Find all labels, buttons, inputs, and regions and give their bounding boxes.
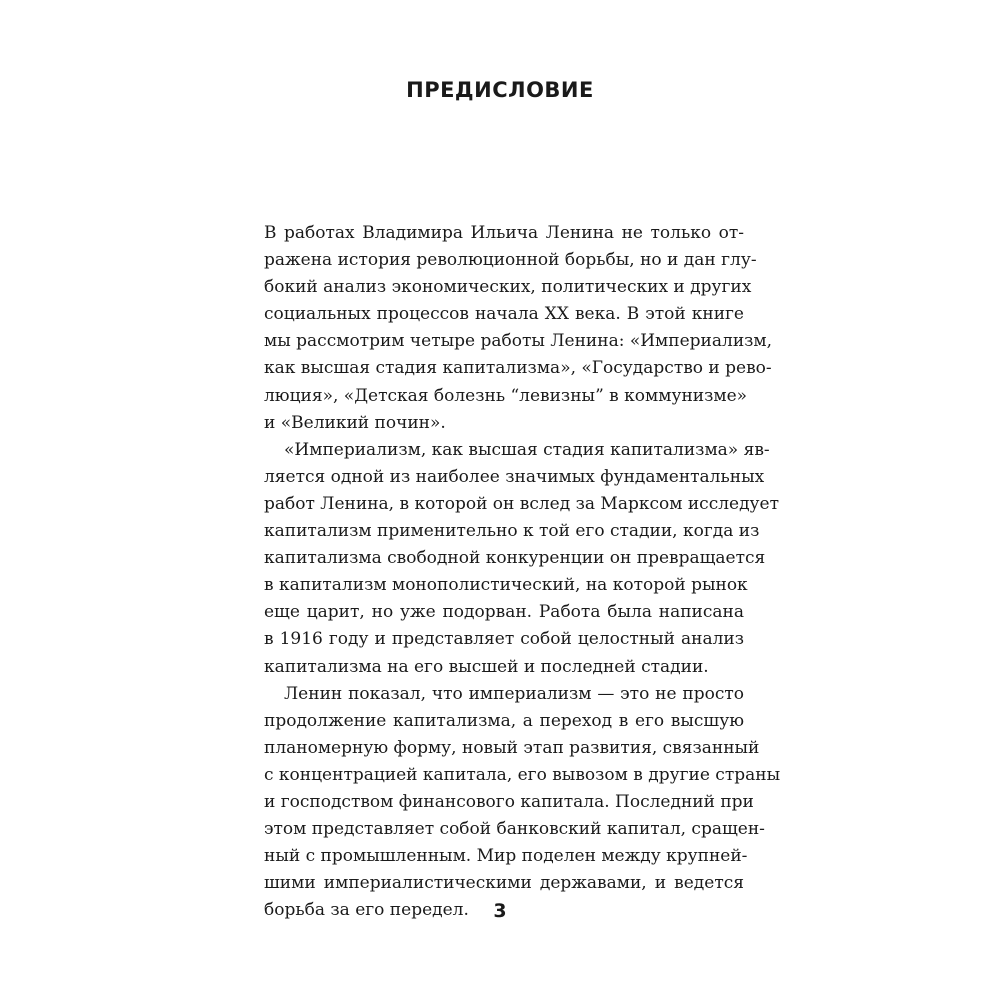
text-line: в капитализм монополистический, на которой рынок (264, 575, 748, 596)
text-line: борьба за его передел. (264, 900, 469, 921)
text-line: мы рассмотрим четыре работы Ленина: «Империализм, (264, 331, 773, 352)
text-line: бокий анализ экономических, политических и других (264, 277, 752, 298)
text-line: продолжение капитализма, а переход в его высшую (264, 710, 744, 731)
paragraph-1 (264, 220, 773, 437)
text-line: «Империализм, как высшая стадия капитализма» яв- (284, 439, 770, 460)
text-line: капитализма свободной конкуренции он превращается (264, 548, 766, 569)
text-line: Ленин показал, что империализм — это не просто (284, 683, 744, 704)
paragraph-2 (264, 437, 780, 681)
text-line: В работах Владимира Ильича Ленина не только от- (264, 223, 744, 243)
text-line: как высшая стадия капитализма», «Государство и рево- (264, 358, 772, 379)
text-line: в 1916 году и представляет собой целостный анализ (264, 629, 744, 650)
text-line: еще царит, но уже подорван. Работа была написана (264, 602, 744, 623)
paragraph-3 (264, 681, 781, 925)
text-line: и господством финансового капитала. Последний при (264, 791, 754, 812)
page-number: 3 (493, 900, 507, 922)
text-line: ный с промышленным. Мир поделен между крупней- (264, 846, 748, 867)
text-line: с концентрацией капитала, его вывозом в другие страны (264, 764, 781, 785)
text-line: ляется одной из наиболее значимых фундаментальных (264, 466, 765, 487)
text-line: этом представляет собой банковский капитал, сращен- (264, 819, 765, 840)
text-line: ражена история революционной борьбы, но и дан глу- (264, 250, 757, 271)
body-text (264, 220, 781, 924)
text-line: социальных процессов начала XX века. В этой книге (264, 304, 744, 325)
text-line: шими империалистическими державами, и ведется (264, 873, 744, 894)
text-line: работ Ленина, в которой он вслед за Марксом исследует (264, 493, 780, 514)
text-line: люция», «Детская болезнь “левизны” в коммунизме» (264, 385, 748, 406)
text-line: и «Великий почин». (264, 412, 446, 433)
text-line: капитализма на его высшей и последней стадии. (264, 656, 709, 677)
chapter-heading: ПРЕДИСЛОВИЕ (406, 78, 594, 102)
text-line: планомерную форму, новый этап развития, связанный (264, 737, 760, 758)
text-line: капитализм применительно к той его стадии, когда из (264, 521, 760, 542)
